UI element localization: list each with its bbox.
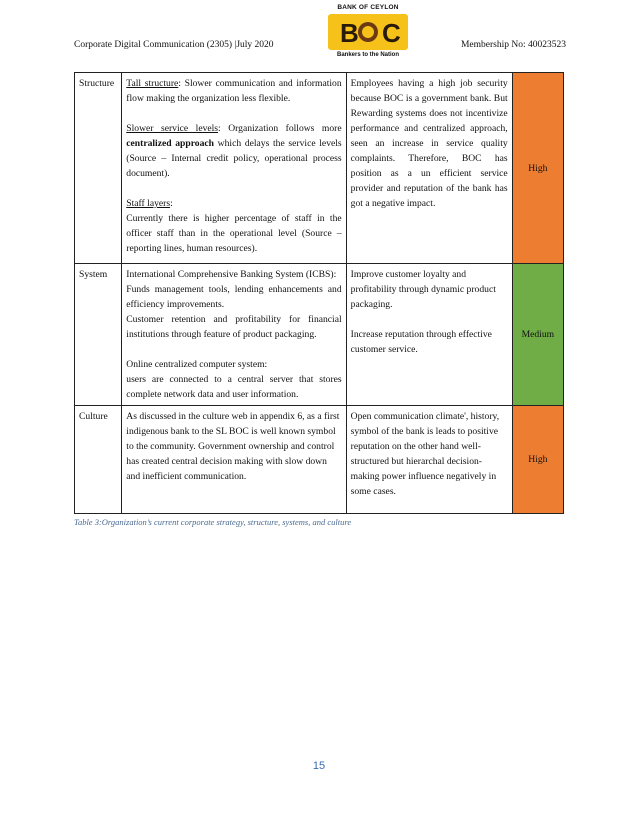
structure-heading-staff: Staff layers [126,198,171,209]
rating-label: Medium [521,329,555,340]
rating-label: High [528,454,548,465]
boc-logo-mark [328,14,408,50]
structure-heading-tall: Tall structure [126,78,179,89]
table-row-system [75,264,564,406]
page-header [0,0,638,70]
table-caption: Table 3:Organization’s current corporate strategy, structure, systems, and culture [74,517,352,527]
structure-text-service: : Organization follows more [218,123,342,134]
table-row-culture [75,406,564,514]
structure-description [122,73,346,264]
logo-tagline: Bankers to the Nation [336,52,399,58]
row-label: System [75,264,122,406]
structure-text-tall: : Slower communication and information flow making the organization less flexible. [126,78,342,104]
structure-heading-service: Slower service levels [126,123,219,134]
system-online-heading: Online centralized computer system: [126,359,268,370]
system-funds: Funds management tools, lending enhancements and efficiency improvements. [126,284,342,310]
culture-description: As discussed in the culture web in appendix 6, as a first indigenous bank to the SL BOC is well known symbol to the community. Government ownership and control has created central decision making with slow down and inefficient communication. [122,406,346,514]
boc-logo [328,4,408,64]
rating-label: High [528,162,548,174]
svg-text:B: B [340,18,359,48]
page-number: 15 [312,760,326,772]
structure-text-service-tail: which delays the service levels (Source – Internal credit policy, operational process document). [126,138,342,179]
structure-text-staff: Currently there is higher percentage of staff in the officer staff than in the operational level (Source – reporting lines, human resources). [126,213,342,254]
structure-heading-staff-colon: : [170,198,173,209]
culture-impact: Open communication climate', history, symbol of the bank is leads to positive reputation on the other hand well-structured but hierarchal decision-making power influence negatively in some cases. [346,406,512,514]
row-label: Structure [75,73,122,264]
system-online-text: users are connected to a central server that stores complete network data and user information. [126,374,342,400]
svg-text:C: C [382,18,401,48]
header-course-title: Corporate Digital Communication (2305) |July 2020 [74,40,274,50]
system-impact [346,264,512,406]
row-label: Culture [75,406,122,514]
header-membership: Membership No: 40023523 [460,40,566,50]
system-impact-loyalty: Improve customer loyalty and profitability through dynamic product packaging. [350,269,496,310]
system-impact-reputation: Increase reputation through effective customer service. [350,329,492,355]
rating-cell-high [512,406,563,514]
table-row-structure [75,73,564,264]
structure-bold-centralized: centralized approach [126,138,214,149]
structure-impact: Employees having a high job security because BOC is a government bank. But Rewarding systems does not incentivize performance and centralized approach, seen an increase in service quality complaints. Therefore, BOC has position as a un efficient service provider and reputation of the bank has got a negative impact. [346,73,512,264]
system-retention: Customer retention and profitability for financial institutions through feature of product packaging. [126,314,342,340]
rating-cell-high [512,73,563,264]
system-icbs: International Comprehensive Banking System (ICBS): [126,269,337,280]
logo-bank-name: BANK OF CEYLON [337,4,399,11]
rating-cell-medium [512,264,563,406]
strategy-table [74,72,564,514]
system-description [122,264,346,406]
